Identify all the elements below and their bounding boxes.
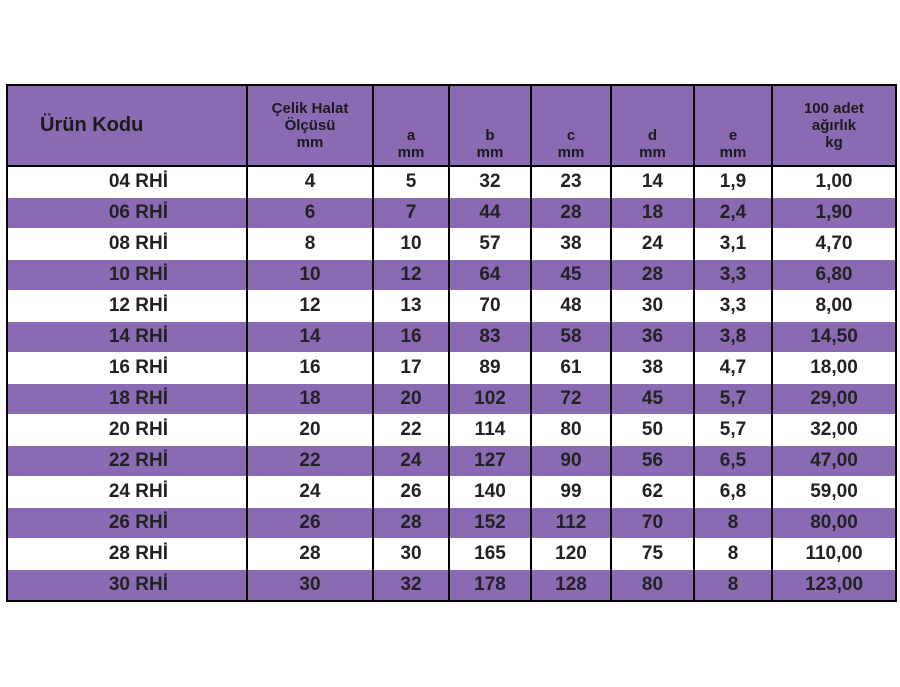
cell-c: 23: [531, 166, 611, 198]
header-weight-line2: ağırlık: [811, 117, 857, 134]
table-row: [7, 260, 896, 291]
cell-rope-size: 28: [247, 539, 373, 570]
cell-rope-size: 20: [247, 415, 373, 446]
cell-rope-size: 26: [247, 508, 373, 539]
header-b-unit: mm: [476, 144, 504, 161]
header-e-unit: mm: [719, 144, 747, 161]
cell-b: 178: [449, 570, 531, 602]
cell-e: 8: [694, 508, 772, 539]
cell-product-code: 08 RHİ: [7, 229, 247, 260]
cell-e: 2,4: [694, 198, 772, 229]
cell-rope-size: 24: [247, 477, 373, 508]
cell-c: 48: [531, 291, 611, 322]
cell-a: 17: [373, 353, 449, 384]
cell-a: 30: [373, 539, 449, 570]
cell-b: 102: [449, 384, 531, 415]
cell-e: 5,7: [694, 415, 772, 446]
cell-b: 44: [449, 198, 531, 229]
cell-d: 24: [611, 229, 694, 260]
cell-d: 30: [611, 291, 694, 322]
cell-e: 3,3: [694, 260, 772, 291]
cell-b: 83: [449, 322, 531, 353]
cell-d: 45: [611, 384, 694, 415]
cell-a: 24: [373, 446, 449, 477]
header-c: [531, 85, 611, 166]
cell-weight: 47,00: [772, 446, 896, 477]
header-b-label: b: [485, 127, 495, 144]
header-a: [373, 85, 449, 166]
cell-e: 5,7: [694, 384, 772, 415]
cell-rope-size: 4: [247, 166, 373, 198]
header-rope-size-line1: Çelik Halat: [271, 100, 349, 117]
cell-b: 57: [449, 229, 531, 260]
cell-a: 22: [373, 415, 449, 446]
cell-rope-size: 10: [247, 260, 373, 291]
cell-e: 1,9: [694, 166, 772, 198]
cell-d: 56: [611, 446, 694, 477]
cell-a: 20: [373, 384, 449, 415]
cell-a: 32: [373, 570, 449, 602]
cell-e: 6,5: [694, 446, 772, 477]
cell-a: 5: [373, 166, 449, 198]
cell-weight: 59,00: [772, 477, 896, 508]
cell-c: 80: [531, 415, 611, 446]
cell-product-code: 12 RHİ: [7, 291, 247, 322]
table-row: [7, 477, 896, 508]
cell-weight: 4,70: [772, 229, 896, 260]
spec-table: [6, 84, 897, 602]
cell-rope-size: 12: [247, 291, 373, 322]
cell-rope-size: 18: [247, 384, 373, 415]
header-a-label: a: [406, 127, 416, 144]
cell-c: 90: [531, 446, 611, 477]
cell-b: 89: [449, 353, 531, 384]
cell-c: 112: [531, 508, 611, 539]
table-row: [7, 508, 896, 539]
header-rope-size-unit: mm: [296, 134, 324, 151]
header-c-unit: mm: [557, 144, 585, 161]
cell-weight: 32,00: [772, 415, 896, 446]
header-rope-size: [247, 85, 373, 166]
cell-b: 32: [449, 166, 531, 198]
cell-product-code: 20 RHİ: [7, 415, 247, 446]
cell-a: 16: [373, 322, 449, 353]
cell-c: 72: [531, 384, 611, 415]
cell-product-code: 24 RHİ: [7, 477, 247, 508]
cell-product-code: 04 RHİ: [7, 166, 247, 198]
cell-product-code: 22 RHİ: [7, 446, 247, 477]
cell-product-code: 10 RHİ: [7, 260, 247, 291]
cell-weight: 6,80: [772, 260, 896, 291]
cell-c: 120: [531, 539, 611, 570]
cell-rope-size: 30: [247, 570, 373, 602]
header-d-unit: mm: [639, 144, 666, 161]
cell-product-code: 06 RHİ: [7, 198, 247, 229]
cell-product-code: 18 RHİ: [7, 384, 247, 415]
header-d: [611, 85, 694, 166]
cell-b: 64: [449, 260, 531, 291]
cell-weight: 14,50: [772, 322, 896, 353]
cell-e: 3,3: [694, 291, 772, 322]
cell-weight: 29,00: [772, 384, 896, 415]
cell-product-code: 14 RHİ: [7, 322, 247, 353]
table-header: [7, 85, 896, 166]
cell-c: 28: [531, 198, 611, 229]
table-row: [7, 570, 896, 602]
cell-d: 36: [611, 322, 694, 353]
cell-weight: 80,00: [772, 508, 896, 539]
header-b: [449, 85, 531, 166]
cell-weight: 8,00: [772, 291, 896, 322]
cell-b: 114: [449, 415, 531, 446]
cell-weight: 123,00: [772, 570, 896, 602]
cell-a: 7: [373, 198, 449, 229]
cell-d: 70: [611, 508, 694, 539]
cell-d: 18: [611, 198, 694, 229]
cell-c: 99: [531, 477, 611, 508]
header-weight-unit: kg: [825, 134, 843, 151]
table-row: [7, 166, 896, 198]
cell-rope-size: 22: [247, 446, 373, 477]
header-weight: [772, 85, 896, 166]
cell-e: 6,8: [694, 477, 772, 508]
cell-d: 62: [611, 477, 694, 508]
cell-e: 8: [694, 539, 772, 570]
table-row: [7, 229, 896, 260]
table-row: [7, 353, 896, 384]
cell-rope-size: 16: [247, 353, 373, 384]
cell-a: 28: [373, 508, 449, 539]
cell-weight: 1,00: [772, 166, 896, 198]
header-e: [694, 85, 772, 166]
cell-c: 61: [531, 353, 611, 384]
cell-weight: 1,90: [772, 198, 896, 229]
cell-a: 26: [373, 477, 449, 508]
header-d-label: d: [647, 127, 658, 144]
header-a-unit: mm: [397, 144, 425, 161]
cell-rope-size: 14: [247, 322, 373, 353]
cell-weight: 110,00: [772, 539, 896, 570]
header-e-label: e: [728, 127, 738, 144]
cell-b: 165: [449, 539, 531, 570]
cell-rope-size: 6: [247, 198, 373, 229]
cell-b: 127: [449, 446, 531, 477]
cell-a: 10: [373, 229, 449, 260]
cell-d: 14: [611, 166, 694, 198]
table-row: [7, 322, 896, 353]
cell-a: 12: [373, 260, 449, 291]
cell-d: 80: [611, 570, 694, 602]
header-weight-line1: 100 adet: [803, 100, 865, 117]
header-product-code: [7, 85, 247, 166]
table-row: [7, 539, 896, 570]
table-row: [7, 446, 896, 477]
cell-e: 3,8: [694, 322, 772, 353]
cell-c: 128: [531, 570, 611, 602]
cell-c: 38: [531, 229, 611, 260]
table-row: [7, 198, 896, 229]
cell-product-code: 28 RHİ: [7, 539, 247, 570]
table-row: [7, 415, 896, 446]
cell-product-code: 16 RHİ: [7, 353, 247, 384]
header-c-label: c: [566, 127, 576, 144]
cell-product-code: 30 RHİ: [7, 570, 247, 602]
cell-weight: 18,00: [772, 353, 896, 384]
cell-d: 75: [611, 539, 694, 570]
table-row: [7, 384, 896, 415]
header-rope-size-line2: Ölçüsü: [284, 117, 336, 134]
cell-b: 140: [449, 477, 531, 508]
cell-a: 13: [373, 291, 449, 322]
cell-b: 70: [449, 291, 531, 322]
cell-e: 3,1: [694, 229, 772, 260]
header-product-code-label: Ürün Kodu: [40, 114, 144, 136]
cell-d: 50: [611, 415, 694, 446]
cell-b: 152: [449, 508, 531, 539]
cell-c: 58: [531, 322, 611, 353]
cell-d: 28: [611, 260, 694, 291]
table-body: [7, 166, 896, 601]
cell-c: 45: [531, 260, 611, 291]
cell-rope-size: 8: [247, 229, 373, 260]
table-row: [7, 291, 896, 322]
cell-e: 8: [694, 570, 772, 602]
cell-d: 38: [611, 353, 694, 384]
cell-e: 4,7: [694, 353, 772, 384]
cell-product-code: 26 RHİ: [7, 508, 247, 539]
